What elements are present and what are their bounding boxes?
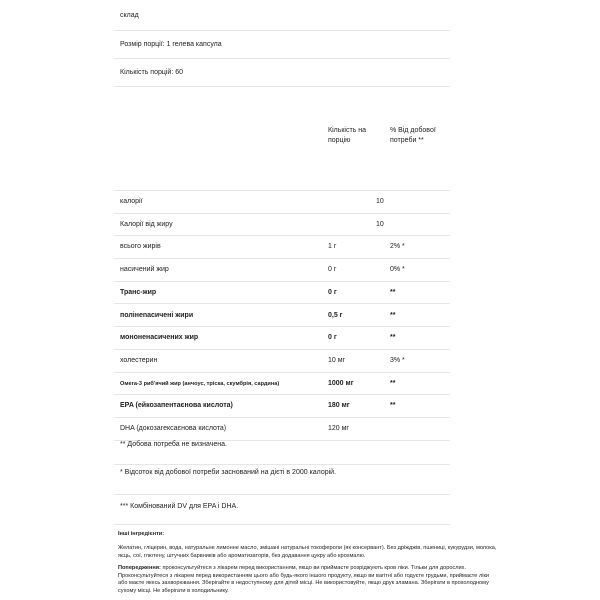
note-row xyxy=(114,464,450,495)
nutrient-row xyxy=(114,190,450,214)
nutrient-amount: 180 мг xyxy=(328,402,350,410)
nutrient-row xyxy=(114,349,450,373)
nutrient-name: Омега-3 риб'ячий жир (анчоус, тріска, скумбрія, сардина) xyxy=(120,380,280,387)
nutrient-name: всього жирів xyxy=(120,243,161,251)
note-row xyxy=(114,430,450,465)
nutrient-row xyxy=(114,326,450,350)
other-ingredients-label-block xyxy=(118,531,498,539)
daily-value-header: % Від добової потреби ** xyxy=(390,127,436,144)
servings-count: Кількість порцій: 60 xyxy=(120,69,184,76)
note-percent-based: * Відсоток від добової потреби заснований на дієті в 2000 калорій. xyxy=(120,469,337,476)
nutrient-row xyxy=(114,394,450,418)
nutrient-amount: 0 г xyxy=(328,266,337,274)
servings-count-row xyxy=(114,58,450,87)
nutrient-row xyxy=(114,258,450,282)
nutrient-amount: 1000 мг xyxy=(328,379,354,387)
nutrient-name: EPA (ейкозапентаєнова кислота) xyxy=(120,402,233,410)
note-combined-dv: *** Комбінований DV для EPA і DHA. xyxy=(120,503,239,510)
nutrient-daily-value: ** xyxy=(390,379,396,387)
nutrient-daily-value: 3% * xyxy=(390,356,405,364)
facts-title: склад xyxy=(120,12,139,19)
nutrient-name: Калорії від жиру xyxy=(120,220,173,228)
nutrient-name: мононенасичених жир xyxy=(120,334,199,342)
nutrient-daily-value: 0% * xyxy=(390,266,405,274)
serving-size-row xyxy=(114,30,450,59)
nutrient-daily-value: ** xyxy=(390,311,396,319)
nutrient-amount: 0,5 г xyxy=(328,311,343,319)
warning-block xyxy=(118,565,498,595)
note-not-established: ** Добова потреба не визначена. xyxy=(120,441,228,448)
nutrient-row xyxy=(114,235,450,259)
nutrient-daily-value: ** xyxy=(390,402,396,410)
nutrient-amount: 10 мг xyxy=(328,356,346,364)
nutrient-amount: 120 мг xyxy=(328,425,349,432)
nutrient-amount: 0 г xyxy=(328,288,337,296)
note-row xyxy=(114,494,450,525)
other-ingredients-label: Інші інгредієнти: xyxy=(118,531,165,537)
nutrient-row xyxy=(114,213,450,237)
amount-per-serving-header: Кількість на порцію xyxy=(328,127,367,144)
nutrient-name: DHA (докозагексаєнова кислота) xyxy=(120,425,227,432)
nutrient-row xyxy=(114,372,450,396)
warning-label: Попередження: xyxy=(118,565,161,571)
nutrient-row xyxy=(114,281,450,305)
nutrient-name: Транс-жир xyxy=(120,288,157,296)
other-ingredients-block xyxy=(118,545,498,560)
serving-size: Розмір порції: 1 гелева капсула xyxy=(120,41,222,48)
nutrient-daily-value: ** xyxy=(390,334,396,342)
nutrient-name: калорії xyxy=(120,198,143,205)
column-header-row xyxy=(114,86,450,191)
nutrient-name: холестерин xyxy=(120,356,158,364)
nutrient-amount: 0 г xyxy=(328,334,337,342)
nutrient-amount: 1 г xyxy=(328,243,337,251)
nutrient-amount: 10 xyxy=(376,220,384,228)
nutrient-daily-value: ** xyxy=(390,288,396,296)
nutrient-name: насичений жир xyxy=(120,266,169,274)
other-ingredients-text: Желатин, гліцерин, вода, натуральне лимонне масло, змішані натуральні токофероли (як консервант). Без дріжджів, пшениці, кукурудзи, молока, яєць, сої, глютену, штучних барвників або ароматизаторів, без додавання цукру або крохмалю. xyxy=(118,545,497,559)
nutrient-name: полінenaсичені жири xyxy=(120,311,194,319)
nutrient-daily-value: 2% * xyxy=(390,243,405,251)
warning-text: проконсультуйтеся з лікарем перед використанням, якщо ви приймаєте розріджують кров ліки. Тільки для дорослих. Проконсультуйтеся з лікарем перед використанням цього або будь-якого іншого продукту, якщо ви вагітні або годуєте грудьми, приймаєте ліки або маєте якесь захворювання. Зберігайте в недоступному для дітей місці. Не використовуйте, якщо друк зламана. Зберігати в прохолодному сухому місці. Не зберігати в холодильнику. xyxy=(118,565,490,594)
nutrient-amount: 10 xyxy=(376,198,384,205)
facts-title-row xyxy=(114,0,450,31)
nutrient-row xyxy=(114,304,450,328)
